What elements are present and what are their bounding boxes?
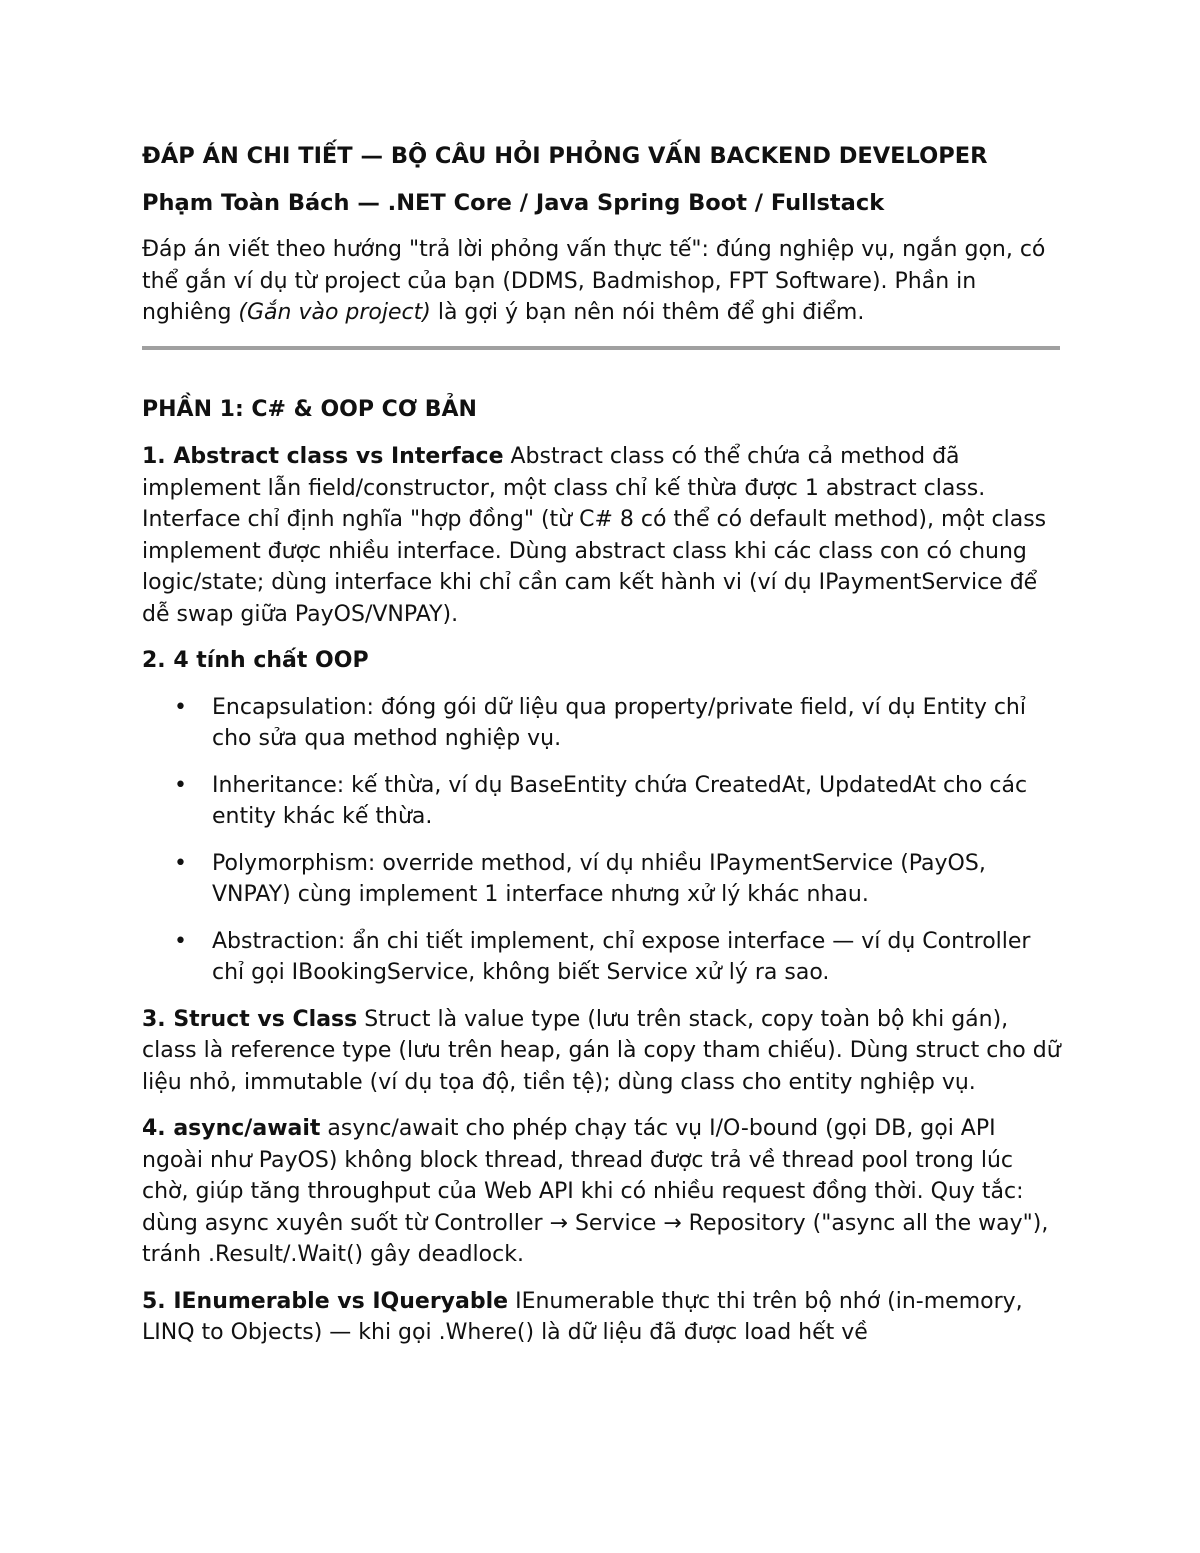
bullet-icon: •	[174, 850, 187, 876]
list-item-text: Polymorphism: override method, ví dụ nhiều IPaymentService (PayOS, VNPAY) cùng implement 1 interface nhưng xử lý khác nhau.	[212, 850, 986, 907]
bullet-icon: •	[174, 694, 187, 720]
question-3-answer: Struct là value type (lưu trên stack, copy toàn bộ khi gán), class là reference type (lưu trên heap, gán là copy tham chiếu). Dùng struct cho dữ liệu nhỏ, immutable (ví dụ tọa độ, tiền tệ); dùng class cho entity nghiệp vụ.	[142, 1006, 1061, 1095]
question-5	[142, 1286, 1062, 1349]
intro-text-a: Đáp án viết theo hướng "trả lời phỏng vấn thực tế": đúng nghiệp vụ, ngắn gọn, có thể gắn ví dụ từ project của bạn (DDMS, Badmishop, FPT Software). Phần in nghiêng	[142, 237, 1046, 325]
document-body	[142, 140, 1062, 1364]
list-item-text: Encapsulation: đóng gói dữ liệu qua property/private field, ví dụ Entity chỉ cho sửa qua method nghiệp vụ.	[212, 694, 1026, 751]
list-item-text: Inheritance: kế thừa, ví dụ BaseEntity chứa CreatedAt, UpdatedAt cho các entity khác kế thừa.	[212, 772, 1028, 829]
question-2-label: 2. 4 tính chất OOP	[142, 648, 369, 673]
question-1	[142, 441, 1062, 630]
question-4-label: 4. async/await	[142, 1116, 321, 1141]
intro-text-b: là gợi ý bạn nên nói thêm để ghi điểm.	[430, 300, 865, 325]
list-item	[142, 770, 1062, 833]
list-item	[142, 692, 1062, 755]
list-item	[142, 926, 1062, 989]
bullet-icon: •	[174, 772, 187, 798]
document-title: ĐÁP ÁN CHI TIẾT — BỘ CÂU HỎI PHỎNG VẤN BACKEND DEVELOPER	[142, 143, 988, 169]
question-3	[142, 1004, 1062, 1099]
question-1-answer: Abstract class có thể chứa cả method đã implement lẫn field/constructor, một class chỉ kế thừa được 1 abstract class. Interface chỉ định nghĩa "hợp đồng" (từ C# 8 có thể có default method), một class implement được nhiều interface. Dùng abstract class khi các class con có chung logic/state; dùng interface khi chỉ cần cam kết hành vi (ví dụ IPaymentService để dễ swap giữa PayOS/VNPAY).	[142, 444, 1047, 627]
question-5-answer: IEnumerable thực thi trên bộ nhớ (in-memory, LINQ to Objects) — khi gọi .Where() là dữ liệu đã được load hết về	[142, 1288, 1023, 1345]
question-3-label: 3. Struct vs Class	[142, 1006, 358, 1032]
question-4-answer: async/await cho phép chạy tác vụ I/O-bound (gọi DB, gọi API ngoài như PayOS) không block thread, thread được trả về thread pool trong lúc chờ, giúp tăng throughput của Web API khi có nhiều request đồng thời. Quy tắc: dùng async xuyên suốt từ Controller → Service → Repository ("async all the way"), tránh .Result/.Wait() gây deadlock.	[142, 1116, 1049, 1267]
question-5-label: 5. IEnumerable vs IQueryable	[142, 1288, 509, 1314]
list-item-text: Abstraction: ẩn chi tiết implement, chỉ expose interface — ví dụ Controller chỉ gọi IBookingService, không biết Service xử lý ra sao.	[212, 928, 1031, 985]
intro-italic-hint: (Gắn vào project)	[238, 300, 431, 325]
oop-properties-list	[142, 692, 1062, 989]
bullet-icon: •	[174, 928, 187, 954]
intro-paragraph	[142, 234, 1062, 329]
horizontal-divider	[142, 346, 1060, 350]
section-heading: PHẦN 1: C# & OOP CƠ BẢN	[142, 396, 477, 422]
list-item	[142, 848, 1062, 911]
document-subtitle: Phạm Toàn Bách — .NET Core / Java Spring Boot / Fullstack	[142, 190, 885, 216]
question-2	[142, 645, 1062, 677]
question-1-label: 1. Abstract class vs Interface	[142, 444, 504, 469]
question-4	[142, 1113, 1062, 1271]
